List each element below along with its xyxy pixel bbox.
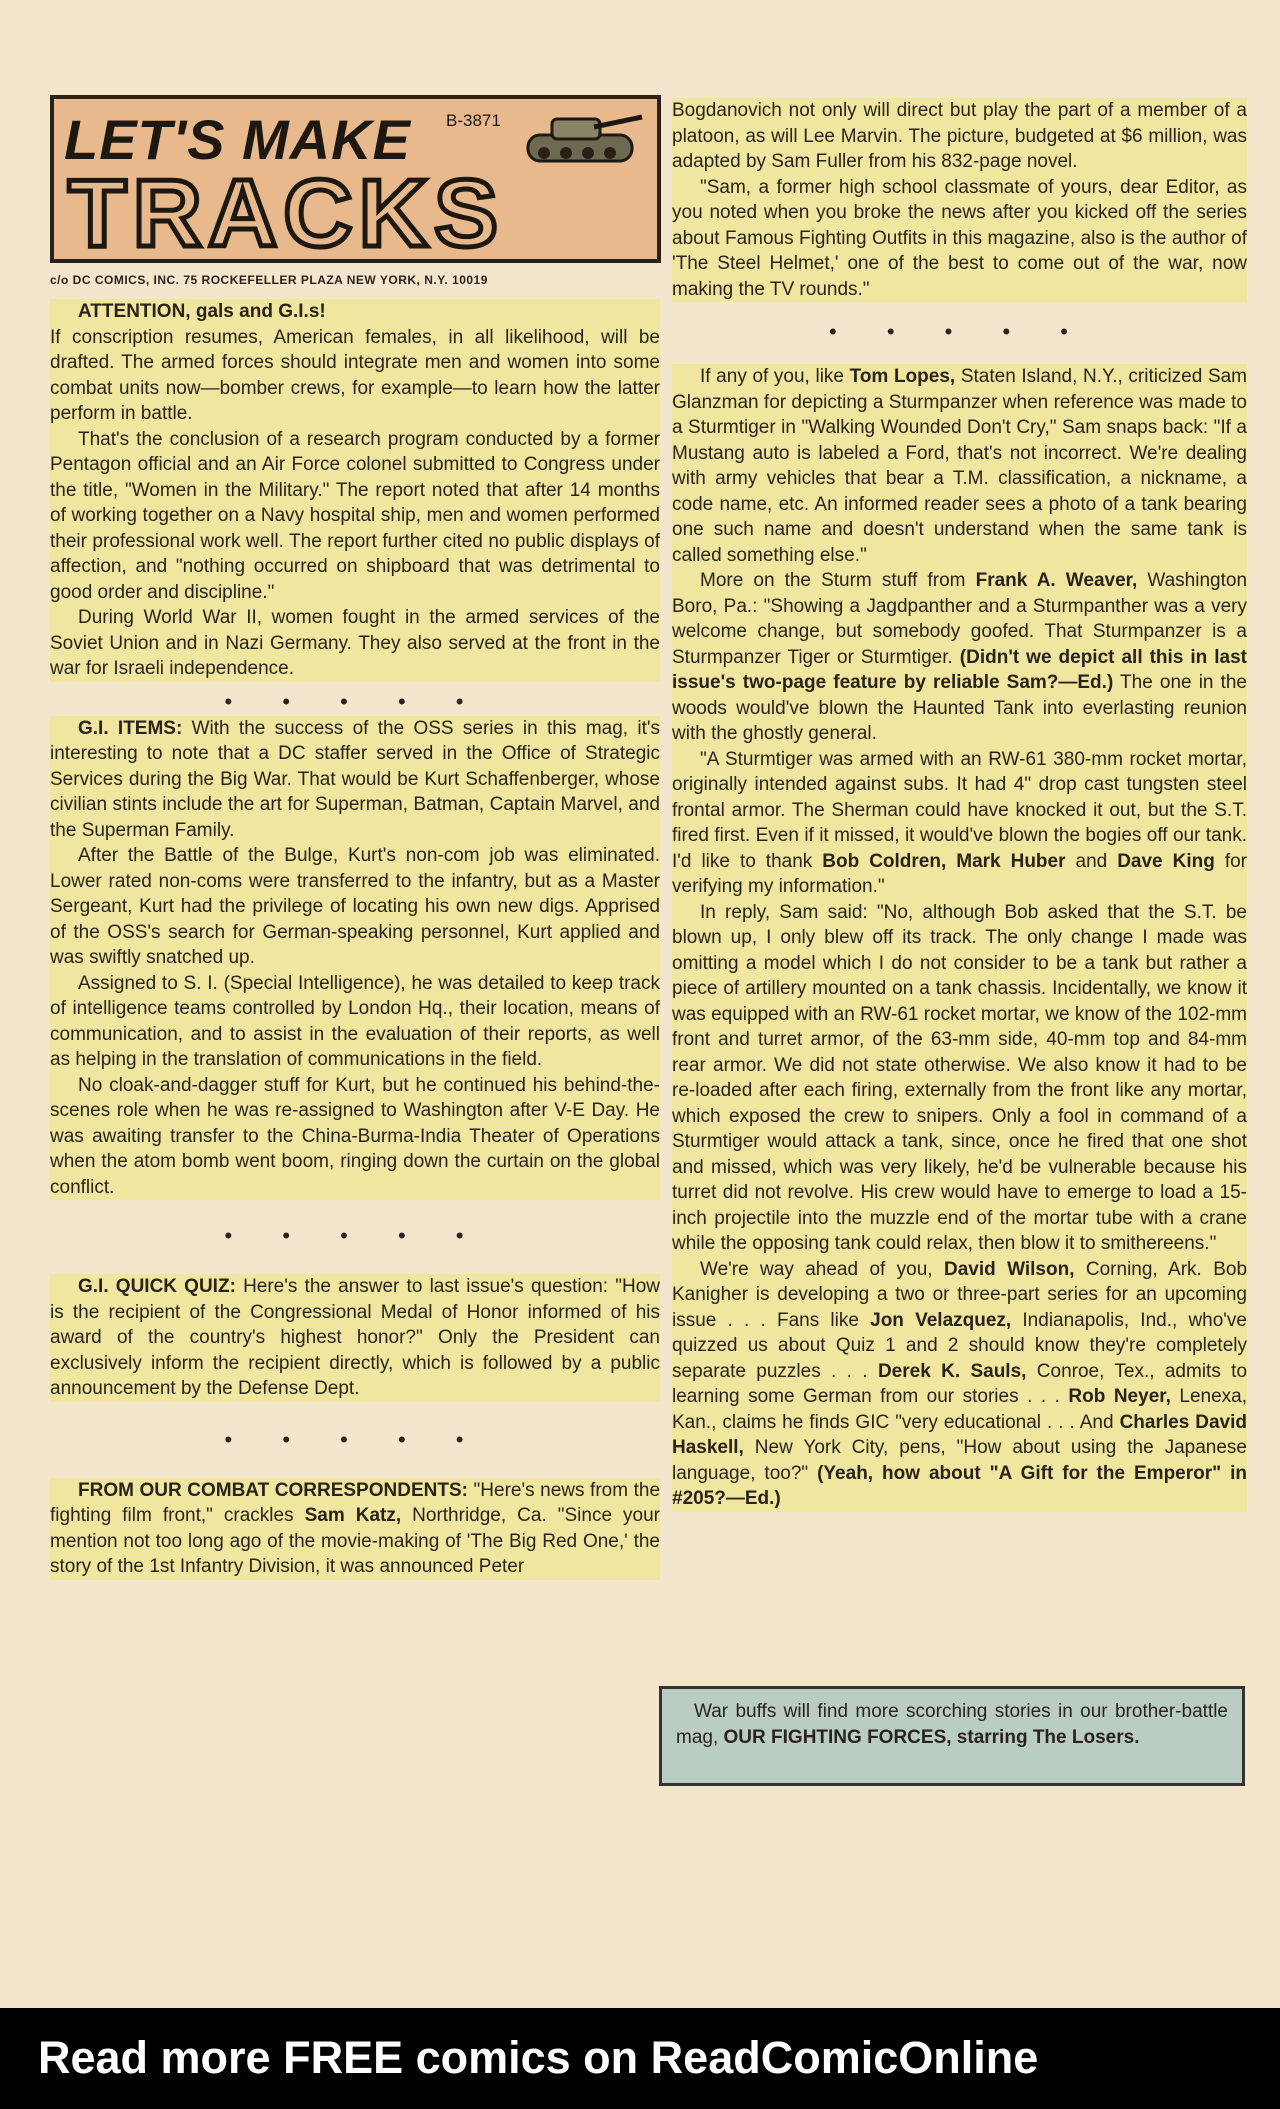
letter-text: Conroe, Tex., admits to learning some German from our stories . . . [672,1360,1248,1407]
letter-text: Staten Island, N.Y., criticized Sam Glanzman for depicting a Sturmpanzer when reference was made to a Sturmtiger in "Walking Wounded Don't Cry," Sam snaps back: "If a Mustang auto is labeled a Ford, that's not incorrect. We're dealing with army vehicles that bear a T.M. classification, a nickname, a code name, etc. An informed reader sees a photo of a tank bearing one such name and doesn't understand when the same tank is called something else." [672,366,1248,566]
header-code: B-3871 [446,111,501,130]
tank-icon [514,105,646,175]
left-column [50,95,660,1580]
attention-paragraph: That's the conclusion of a research program conducted by a former Pentagon official and an Air Force colonel submitted to Congress under the title, "Women in the Military." The report noted that after 14 months of working together on a Navy hospital ship, men and women performed their professional work well. The report further cited no public displays of affection, and "nothing occurred on shipboard that was detrimental to good order and discipline." [50,428,660,603]
quiz-section [50,1274,660,1402]
footer-link[interactable]: Read more FREE comics on ReadComicOnline [38,2032,1039,2083]
reader-name: David Wilson, [943,1258,1075,1280]
header-title-line2: TRACKS [68,160,504,267]
reader-name: Tom Lopes, [849,366,956,387]
letter-text: Corning, Ark. Bob Kanigher is developing a two or three-part series for an upcoming issue . . . Fans like [672,1258,1248,1331]
letters-section [672,364,1247,1512]
promo-title: OUR FIGHTING FORCES, starring The Losers. [723,1727,1140,1748]
gi-items-paragraph: No cloak-and-dagger stuff for Kurt, but he continued his behind-the-scenes role when he was re-assigned to Washington after V-E Day. He was awaiting transfer to the China-Burma-India Theater of Operations when the atom bomb went boom, ringing down the curtain on the global conflict. [50,1074,660,1198]
attention-paragraph: If conscription resumes, American females, in all likelihood, will be drafted. The armed forces should integrate men and women into some combat units now—bomber crews, for example—to learn how the latter perform in battle. [50,326,660,424]
section-divider: • • • • • [224,1426,486,1452]
combat-text: "Here's news from the fighting film front," crackles [50,1479,661,1526]
gi-items-section [50,716,660,1201]
letter-text: and [1075,850,1108,872]
reply-paragraph: In reply, Sam said: "No, although Bob asked that the S.T. be blown up, I only blew off its track. The only change I made was omitting a model which I do not consider to be a tank but rather a piece of artillery mounted on a tank chassis. Incidentally, we know it was equipped with an RW-61 rocket mortar, we know of the 102-mm front and turret armor, of the 63-mm side, 40-mm top and 84-mm rear armor. We did not state otherwise. We also know it had to be re-loaded after each firing, externally from the front like any mortar, which exposed the crew to snipers. Only a fool in command of a Sturmtiger would attack a tank, since, once he fired that one shot and missed, which was very likely, he'd be vulnerable because his turret did not revolve. His crew would have to emerge to load a 15-inch projectile into the muzzle end of the mortar tube with a crane while the opposing tank could relax, then blow it to smithereens." [672,901,1247,1254]
editor-note: (Didn't we depict all this in last issue's two-page feature by reliable Sam?—Ed.) [672,646,1248,693]
right-column [672,98,1247,1512]
letter-text: Indianapolis, Ind., who've quizzed us about Quiz 1 and 2 should know they're completely separate puzzles . . . [672,1309,1248,1382]
reader-name: Bob Coldren, Mark Huber [822,850,1066,872]
letter-text: "A Sturmtiger was armed with an RW-61 380-mm rocket mortar, originally intended against subs. It had 4" drop cast tungsten steel frontal armor. The Sherman could have knocked it out, but the S.T. fired first. Even if it missed, it would've blown the bogies off our tank. I'd like to thank [672,748,1247,872]
reader-name: Derek K. Sauls, [877,1360,1027,1382]
letter-text: More on the Sturm stuff from [700,570,966,591]
combat-paragraph: Bogdanovich not only will direct but play the part of a member of a platoon, as will Lee Marvin. The picture, budgeted at $6 million, was adapted by Sam Fuller from his 832-page novel. [672,100,1247,172]
header-title-line1: LET'S MAKE [64,108,411,171]
combat-heading: FROM OUR COMBAT CORRESPONDENTS: [78,1479,468,1501]
combat-continued [672,98,1247,302]
gi-items-paragraph: Assigned to S. I. (Special Intelligence), he was detailed to keep track of intelligence teams controlled by London Hq., their location, means of communication, and to assist in the evaluation of their reports, as well as helping in the translation of communications in the field. [50,972,660,1070]
letter-text: for verifying my information." [672,850,1248,897]
mailing-address: c/o DC COMICS, INC. 75 ROCKEFELLER PLAZA NEW YORK, N.Y. 10019 [50,273,488,287]
letter-text: New York City, pens, "How about using the Japanese language, too?" [672,1437,1247,1484]
reader-name: Charles David Haskell, [672,1411,1247,1458]
letter-text: The one in the woods would've blown the Haunted Tank into everlasting reunion with the ghostly general. [672,672,1248,744]
letter-text: Lenexa, Kan., claims he finds GIC "very educational . . . And [672,1386,1248,1433]
letters-header [50,95,661,267]
attention-heading: ATTENTION, gals and G.I.s! [78,301,326,322]
section-divider: • • • • • [224,1223,486,1248]
editor-note: (Yeah, how about "A Gift for the Emperor" in #205?—Ed.) [672,1462,1247,1509]
gi-items-paragraph: With the success of the OSS series in this mag, it's interesting to note that a DC staffer served in the Office of Strategic Services during the Big War. That would be Kurt Schaffenberger, whose civilian stints include the art for Superman, Batman, Captain Marvel, and the Superman Family. [50,717,661,841]
combat-section [50,1478,660,1580]
gi-items-paragraph: After the Battle of the Bulge, Kurt's non-com job was eliminated. Lower rated non-coms were transferred to the infantry, but as a Master Sergeant, Kurt had the privilege of locating his own new digs. Apprised of the OSS's search for German-speaking personnel, Kurt applied and was swiftly snatched up. [50,845,660,968]
attention-paragraph: During World War II, women fought in the armed services of the Soviet Union and in Nazi Germany. They also served at the front in the war for Israeli independence. [50,607,660,679]
quiz-heading: G.I. QUICK QUIZ: [78,1276,236,1297]
combat-text: Northridge, Ca. "Since your mention not too long ago of the movie-making of 'The Big Red One,' the story of the 1st Infantry Division, it was announced Peter [50,1505,660,1577]
combat-paragraph: "Sam, a former high school classmate of yours, dear Editor, as you noted when you broke the news after you kicked off the series about Famous Fighting Outfits in this magazine, also is the author of 'The Steel Helmet,' one of the best to come out of the war, now making the TV rounds." [672,176,1247,300]
gi-items-heading: G.I. ITEMS: [78,717,183,739]
section-divider: • • • • • [829,319,1090,344]
letter-text: Washington Boro, Pa.: "Showing a Jagdpanther and a Sturmpanther was a very welcome change, but somebody goofed. That Sturmpanzer is a Sturmpanzer Tiger or Sturmtiger. [672,570,1248,668]
promo-box [659,1686,1245,1786]
letter-text: If any of you, like [700,366,844,387]
quiz-paragraph: Here's the answer to last issue's question: "How is the recipient of the Congressional Medal of Honor informed of his award of the country's highest honor?" Only the President can exclusively inform the recipient directly, which is followed by a public announcement by the Defense Dept. [50,1276,660,1399]
correspondent-name: Sam Katz, [304,1505,402,1526]
reader-name: Rob Neyer, [1068,1386,1171,1407]
attention-section [50,299,660,682]
reader-name: Jon Velazquez, [870,1309,1012,1331]
letter-text: We're way ahead of you, [700,1258,933,1280]
footer-banner[interactable] [0,2008,1280,2109]
reader-name: Frank A. Weaver, [975,570,1138,591]
section-divider: • • • • • [224,688,486,714]
reader-name: Dave King [1117,850,1215,872]
promo-text: War buffs will find more scorching stories in our brother-battle mag, [676,1701,1228,1748]
